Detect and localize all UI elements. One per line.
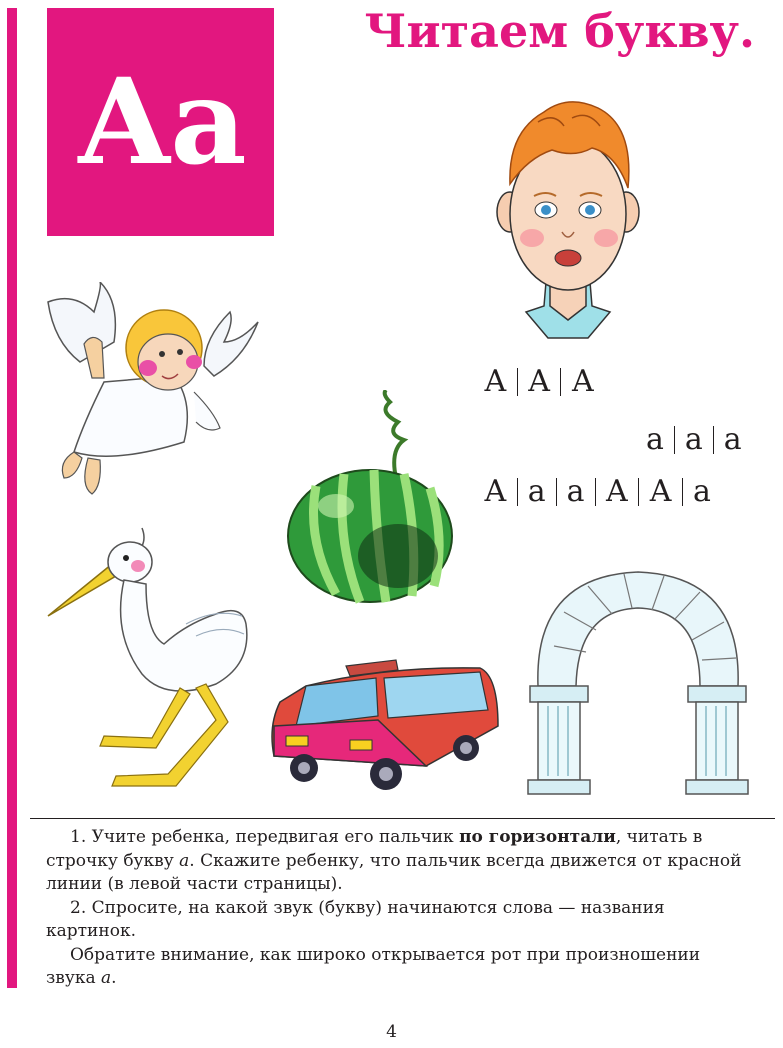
divider-line	[30, 818, 775, 819]
instructions-text	[46, 826, 746, 991]
letter-cell: А	[605, 474, 629, 509]
instruction-letter: а	[101, 968, 112, 988]
letter-cell: А	[484, 474, 507, 509]
instruction-text: .	[111, 968, 117, 988]
letter-cell: А	[527, 364, 551, 399]
arch-picture	[524, 566, 754, 796]
stork-picture	[46, 524, 260, 794]
letter-row-3	[474, 474, 721, 509]
page-number: 4	[386, 1022, 397, 1042]
watermelon-picture	[286, 390, 454, 606]
big-letter: Аа	[76, 52, 245, 191]
angel-picture	[44, 282, 264, 504]
letter-row-1	[474, 364, 604, 399]
letter-cell: а	[723, 422, 742, 457]
instruction-paragraph-2: 2. Спросите, на какой звук (букву) начинаются слова — названия картинок.	[46, 897, 665, 941]
boy-face-picture	[488, 92, 648, 340]
letter-cell: А	[571, 364, 595, 399]
letter-cell: а	[527, 474, 546, 509]
instruction-text: Обратите внимание, как широко открывается рот при произношении звука	[46, 944, 701, 988]
letter-row-2	[636, 422, 752, 457]
instruction-text: . Скажите ребенку, что пальчик всегда движется от красной линии (в левой части страницы).	[46, 850, 742, 894]
letter-cell: а	[684, 422, 703, 457]
letter-cell: А	[649, 474, 672, 509]
instruction-letter: а	[179, 850, 190, 871]
letter-cell: а	[646, 422, 664, 457]
instruction-text: 1. Учите ребенка, передвигая его пальчик	[70, 827, 460, 847]
red-start-line	[7, 8, 17, 988]
instruction-paragraph-3	[46, 944, 746, 991]
bus-picture	[266, 656, 502, 794]
letter-cell: А	[484, 364, 507, 399]
letter-cell: а	[692, 474, 711, 509]
instruction-text: , читать в строчку букву	[46, 827, 703, 871]
page-title: Читаем букву.	[364, 4, 755, 58]
instruction-paragraph-1	[46, 826, 746, 897]
letter-cell: а	[566, 474, 585, 509]
big-letter-box	[47, 8, 274, 236]
instruction-emphasis: по горизонтали	[459, 827, 616, 847]
